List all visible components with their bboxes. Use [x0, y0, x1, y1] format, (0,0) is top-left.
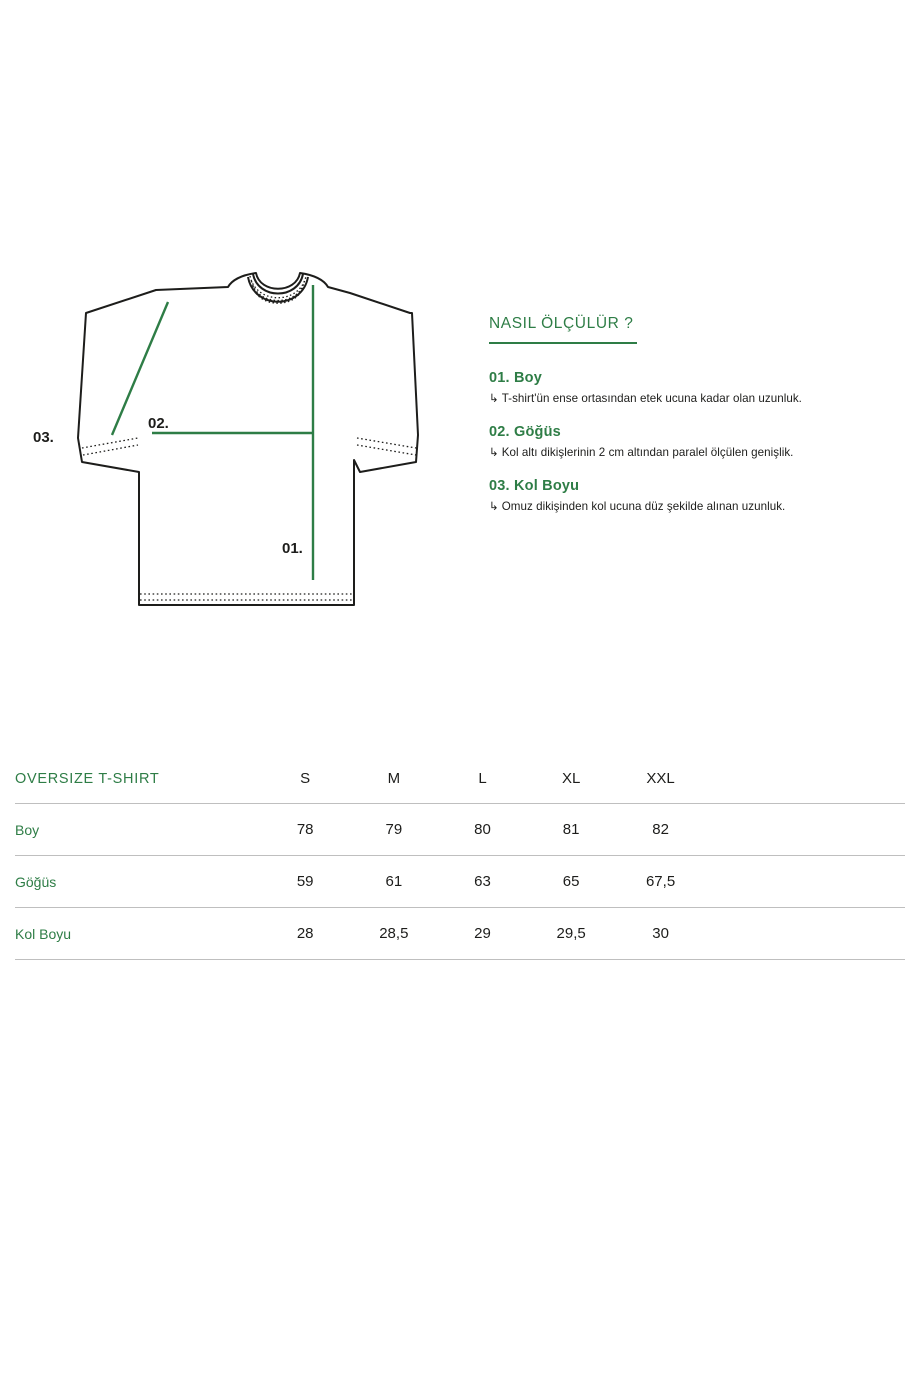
cell-gogus-s: 59: [261, 856, 349, 908]
how-to-measure-title: NASIL ÖLÇÜLÜR ?: [489, 315, 634, 332]
measure-item-sleeve-text: Omuz dikişinden kol ucuna düz şekilde alınan uzunluk.: [501, 500, 786, 513]
arrow-icon: ↳: [489, 393, 499, 405]
measure-item-chest-text: Kol altı dikişlerinin 2 cm altından paralel ölçülen genişlik.: [501, 446, 794, 459]
measure-item-sleeve-head: 03. Kol Boyu: [489, 478, 580, 494]
cell-boy-l: 80: [439, 804, 527, 856]
column-header-s: S: [261, 770, 349, 804]
tshirt-outline: [78, 273, 418, 605]
measure-item-length: [489, 370, 869, 405]
column-header-spacer: [705, 770, 905, 804]
cell-boy-xl: 81: [526, 804, 615, 856]
tshirt-illustration: [33, 250, 460, 640]
cell-kol-boyu-s: 28: [261, 908, 349, 960]
row-spacer: [705, 804, 905, 856]
cell-boy-m: 79: [349, 804, 438, 856]
row-label-kol-boyu: Kol Boyu: [15, 908, 261, 960]
callout-02-label: 02.: [148, 415, 169, 432]
size-chart-body: [15, 804, 905, 960]
cell-gogus-xl: 65: [526, 856, 615, 908]
column-header-xxl: XXL: [616, 770, 705, 804]
how-to-measure-panel: [489, 315, 869, 532]
tshirt-diagram: [33, 250, 460, 640]
measure-item-length-text: T-shirt'ün ense ortasından etek ucuna kadar olan uzunluk.: [501, 392, 802, 405]
cell-kol-boyu-xl: 29,5: [526, 908, 615, 960]
title-underline: [489, 342, 637, 344]
table-corner-label: OVERSIZE T-SHIRT: [15, 770, 261, 804]
callout-01-label: 01.: [282, 540, 303, 557]
cell-gogus-m: 61: [349, 856, 438, 908]
size-chart-head: [15, 770, 905, 804]
measure-item-chest-head: 02. Göğüs: [489, 424, 561, 440]
measure-item-chest-desc: [489, 445, 869, 459]
measure-item-length-desc: [489, 391, 869, 405]
column-header-m: M: [349, 770, 438, 804]
column-header-xl: XL: [526, 770, 615, 804]
size-chart-table: [15, 770, 905, 960]
column-header-l: L: [439, 770, 527, 804]
callout-03-label: 03.: [33, 429, 54, 446]
arrow-icon: ↳: [489, 447, 499, 459]
cell-boy-s: 78: [261, 804, 349, 856]
measure-item-chest: [489, 424, 869, 459]
cell-kol-boyu-m: 28,5: [349, 908, 438, 960]
row-label-gogus: Göğüs: [15, 856, 261, 908]
arrow-icon: ↳: [489, 501, 499, 513]
table-header-row: [15, 770, 905, 804]
row-label-boy: Boy: [15, 804, 261, 856]
row-spacer: [705, 856, 905, 908]
measure-item-length-head: 01. Boy: [489, 370, 542, 386]
row-spacer: [705, 908, 905, 960]
cell-kol-boyu-xxl: 30: [616, 908, 705, 960]
cell-gogus-l: 63: [439, 856, 527, 908]
table-row: [15, 804, 905, 856]
cell-boy-xxl: 82: [616, 804, 705, 856]
table-row: [15, 856, 905, 908]
table-row: [15, 908, 905, 960]
measure-item-sleeve-desc: [489, 499, 869, 513]
measure-item-sleeve: [489, 478, 869, 513]
cell-gogus-xxl: 67,5: [616, 856, 705, 908]
cell-kol-boyu-l: 29: [439, 908, 527, 960]
